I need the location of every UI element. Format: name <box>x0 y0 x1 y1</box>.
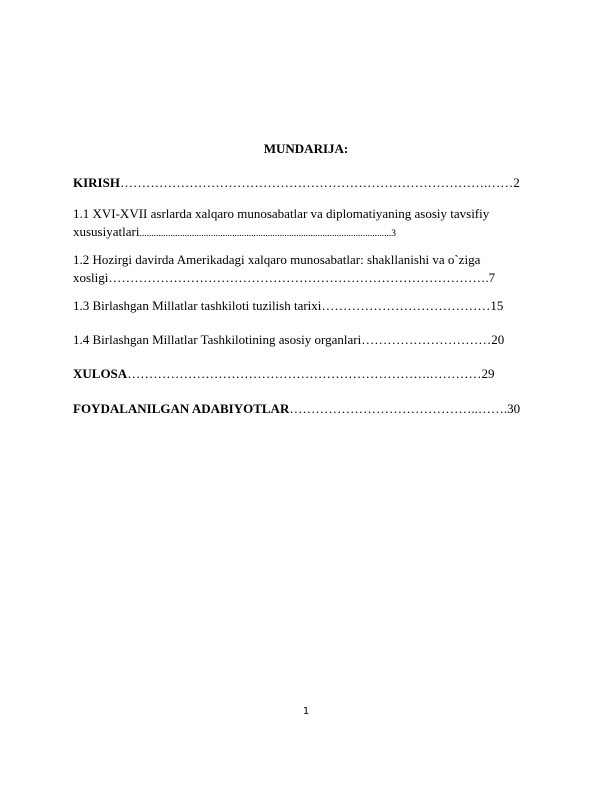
toc-leader: …………………………………………………………………………….7 <box>108 270 496 285</box>
toc-entry-label: FOYDALANILGAN ADABIYOTLAR <box>73 401 290 416</box>
toc-leader: ……………………………………..…….30 <box>289 401 521 416</box>
toc-entry-kirish <box>73 175 520 191</box>
toc-entry-1-2-line2 <box>73 270 495 286</box>
toc-leader: …………………………………15 <box>321 298 504 313</box>
toc-entry-label: XULOSA <box>73 366 128 381</box>
toc-leader: …………………………20 <box>361 332 505 347</box>
toc-entry-1-3 <box>73 298 503 314</box>
toc-entry-1-4 <box>73 332 504 348</box>
toc-entry-1-1-line1: 1.1 XVI-XVII asrlarda xalqaro munosabatlar va diplomatiyaning asosiy tavsifiy <box>73 206 490 221</box>
toc-entry-label: 1.3 Birlashgan Millatlar tashkiloti tuzilish tarixi <box>73 298 322 313</box>
toc-entry-xulosa <box>73 366 494 382</box>
toc-entry-1-1-line2 <box>73 224 396 242</box>
toc-entry-adabiyotlar <box>73 401 520 417</box>
toc-entry-label: KIRISH <box>73 175 120 190</box>
toc-entry-label: 1.4 Birlashgan Millatlar Tashkilotining asosiy organlari <box>73 332 362 347</box>
toc-leader: ………………………………………………………………………….……2 <box>119 175 520 190</box>
page-title: MUNDARIJA: <box>263 141 349 156</box>
toc-entry-label: xosligi <box>73 270 109 285</box>
toc-leader: …………………………………………………………….…………29 <box>127 366 495 381</box>
toc-leader: ..........................................................................................................3 <box>139 229 396 239</box>
page-number: 1 <box>302 706 310 717</box>
toc-entry-label: xususiyatlari <box>73 224 140 239</box>
toc-entry-1-2-line1: 1.2 Hozirgi davirda Amerikadagi xalqaro munosabatlar: shakllanishi va o`ziga <box>73 252 481 267</box>
